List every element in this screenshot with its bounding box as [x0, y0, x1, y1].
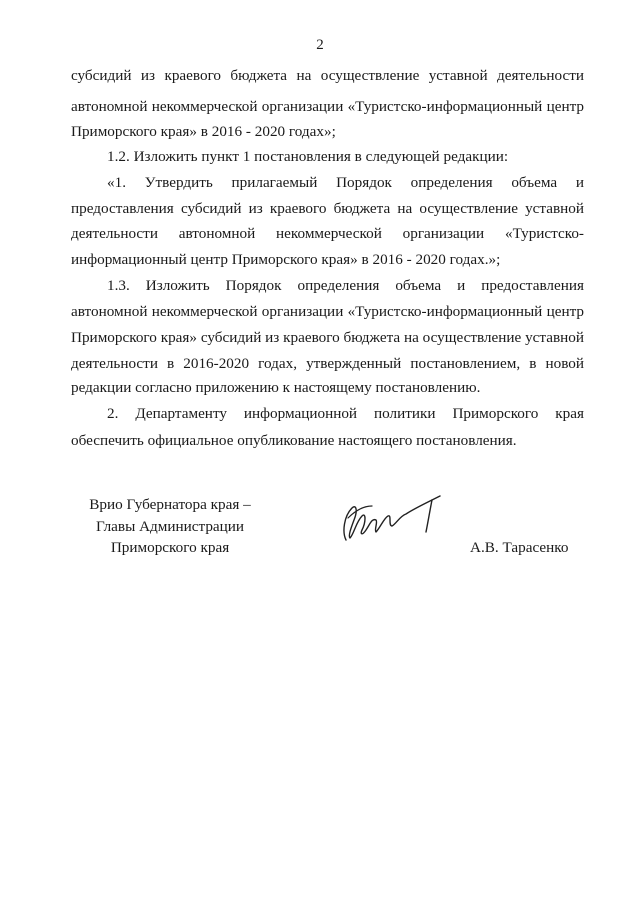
text-line: деятельности в 2016-2020 годах, утвержденный постановлением, в новой — [71, 355, 584, 372]
signatory-name: А.В. Тарасенко — [470, 539, 569, 556]
signatory-position: Главы Администрации — [95, 518, 245, 535]
text-line: автономной некоммерческой организации «Туристско-информационный центр — [71, 98, 584, 115]
page-number: 2 — [316, 37, 324, 53]
text-line: информационный центр Приморского края» в 2016 - 2020 годах.»; — [71, 251, 501, 268]
text-line: Приморского края» в 2016 - 2020 годах»; — [71, 123, 336, 140]
signatory-position: Врио Губернатора края – — [89, 496, 251, 513]
text-line: 1.3. Изложить Порядок определения объема и предоставления — [107, 277, 584, 294]
handwritten-signature — [336, 488, 446, 548]
text-line: «1. Утвердить прилагаемый Порядок определения объема и — [107, 174, 584, 191]
text-line: предоставления субсидий из краевого бюджета на осуществление уставной — [71, 200, 584, 217]
text-line: редакции согласно приложению к настоящему постановлению. — [71, 379, 481, 396]
text-line: 1.2. Изложить пункт 1 постановления в следующей редакции: — [107, 148, 509, 165]
text-line: 2. Департаменту информационной политики Приморского края — [107, 405, 584, 422]
signatory-position: Приморского края — [110, 539, 230, 556]
text-line: деятельности автономной некоммерческой организации «Туристско- — [71, 225, 584, 242]
text-line: обеспечить официальное опубликование настоящего постановления. — [71, 432, 517, 449]
text-line: автономной некоммерческой организации «Туристско-информационный центр — [71, 303, 584, 320]
text-line: субсидий из краевого бюджета на осуществление уставной деятельности — [71, 67, 584, 84]
text-line: Приморского края» субсидий из краевого бюджета на осуществление уставной — [71, 329, 584, 346]
